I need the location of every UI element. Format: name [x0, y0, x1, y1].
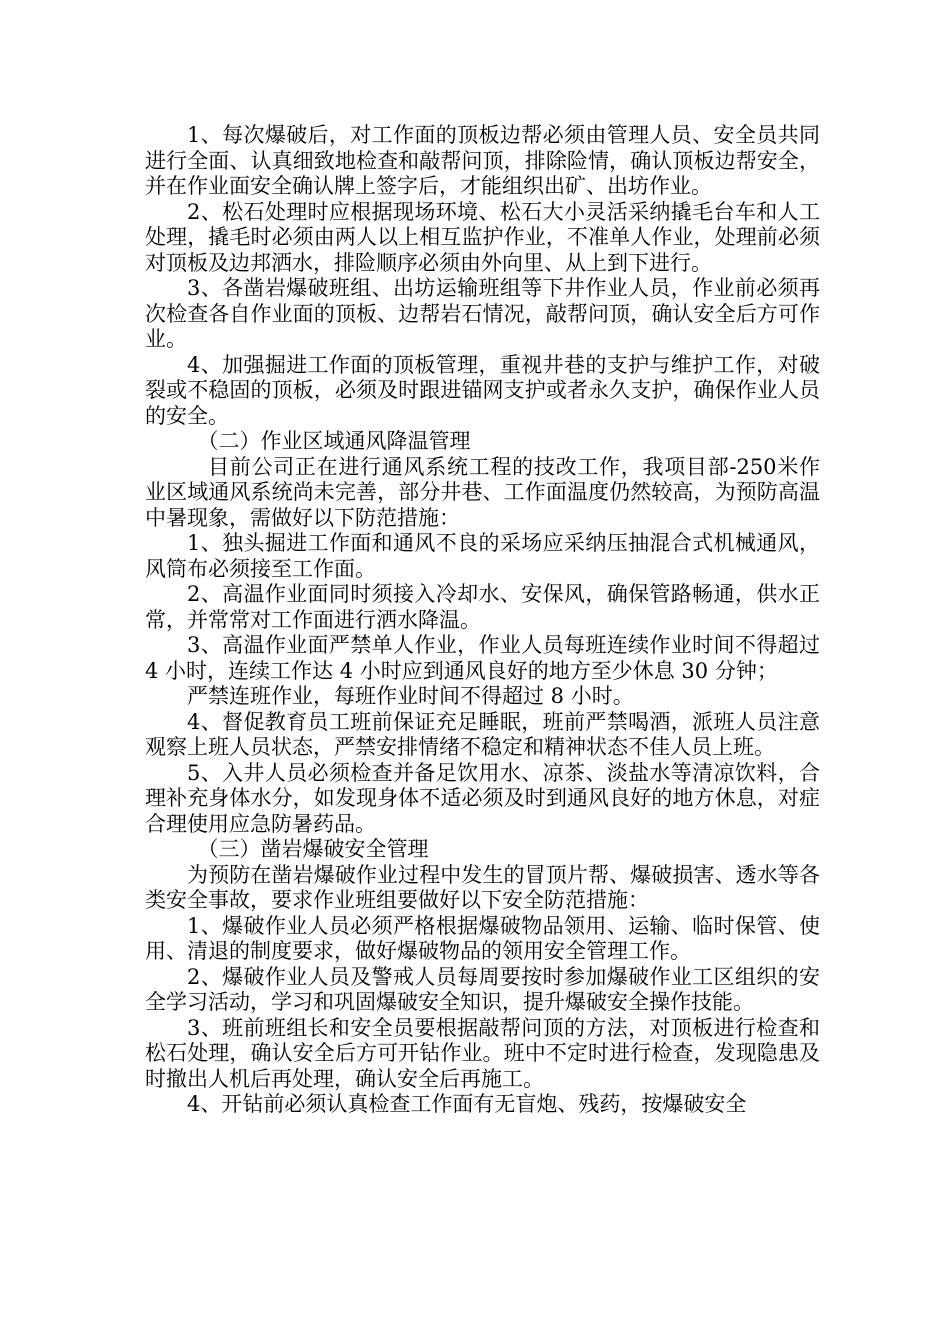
paragraph-blasting-4: 4、开钻前必须认真检查工作面有无盲炮、残药，按爆破安全	[187, 1092, 747, 1116]
paragraph-ventilation-1: 1、独头掘进工作面和通风不良的采场应采纳压抽混合式机械通风，风筒布必须接至工作面。	[145, 531, 820, 581]
section-heading-blasting: （三）凿岩爆破安全管理	[197, 837, 429, 861]
paragraph-blasting-3: 3、班前班组长和安全员要根据敲帮问顶的方法，对顶板进行检查和松石处理，确认安全后方可开钻作业。班中不定时进行检查，发现隐患及时撤出人机后再处理，确认安全后再施工。	[145, 1015, 820, 1091]
paragraph-roof-inspection: 1、每次爆破后，对工作面的顶板边帮必须由管理人员、安全员共同进行全面、认真细致地检查和敲帮问顶，排除险情，确认顶板边帮安全，并在作业面安全确认牌上签字后，才能组织出矿、出坊作业。	[145, 123, 820, 198]
paragraph-ventilation-intro: 目前公司正在进行通风系统工程的技改工作，我项目部-250米作业区域通风系统尚未完善，部分井巷、工作面温度仍然较高，为预防高温中暑现象，需做好以下防范措施：	[145, 454, 820, 530]
paragraph-blasting-intro: 为预防在凿岩爆破作业过程中发生的冒顶片帮、爆破损害、透水等各类安全事故，要求作业班组要做好以下安全防范措施：	[145, 862, 820, 912]
document-body	[145, 123, 820, 1118]
paragraph-roof-management: 4、加强掘进工作面的顶板管理，重视井巷的支护与维护工作，对破裂或不稳固的顶板，必须及时跟进锚网支护或者永久支护，确保作业人员的安全。	[145, 352, 820, 428]
paragraph-blasting-2: 2、爆破作业人员及警戒人员每周要按时参加爆破作业工区组织的安全学习活动，学习和巩固爆破安全知识，提升爆破安全操作技能。	[145, 964, 820, 1014]
paragraph-ventilation-3-cont: 严禁连班作业，每班作业时间不得超过 8 小时。	[187, 684, 634, 708]
paragraph-ventilation-2: 2、高温作业面同时须接入冷却水、安保风，确保管路畅通，供水正常，并常常对工作面进行洒水降温。	[145, 582, 820, 632]
paragraph-ventilation-5: 5、入井人员必须检查并备足饮用水、凉茶、淡盐水等清凉饮料，合理补充身体水分，如发现身体不适必须及时到通风良好的地方休息，对症合理使用应急防暑药品。	[145, 760, 820, 836]
paragraph-blasting-1: 1、爆破作业人员必须严格根据爆破物品领用、运输、临时保管、使用、清退的制度要求，做好爆破物品的领用安全管理工作。	[145, 913, 820, 963]
paragraph-ventilation-3: 3、高温作业面严禁单人作业，作业人员每班连续作业时间不得超过 4 小时，连续工作达 4 小时应到通风良好的地方至少休息 30 分钟；	[145, 633, 820, 683]
paragraph-ventilation-4: 4、督促教育员工班前保证充足睡眠，班前严禁喝酒，派班人员注意观察上班人员状态，严禁安排情绪不稳定和精神状态不佳人员上班。	[145, 709, 820, 759]
section-heading-ventilation: （二）作业区域通风降温管理	[197, 429, 471, 453]
paragraph-loose-rock: 2、松石处理时应根据现场环境、松石大小灵活采纳撬毛台车和人工处理，撬毛时必须由两人以上相互监护作业，不准单人作业，处理前必须对顶板及边邦洒水，排险顺序必须由外向里、从上到下进行。	[145, 199, 820, 275]
paragraph-crew-check: 3、各凿岩爆破班组、出坊运输班组等下井作业人员，作业前必须再次检查各自作业面的顶板、边帮岩石情况，敲帮问顶，确认安全后方可作业。	[145, 276, 820, 351]
